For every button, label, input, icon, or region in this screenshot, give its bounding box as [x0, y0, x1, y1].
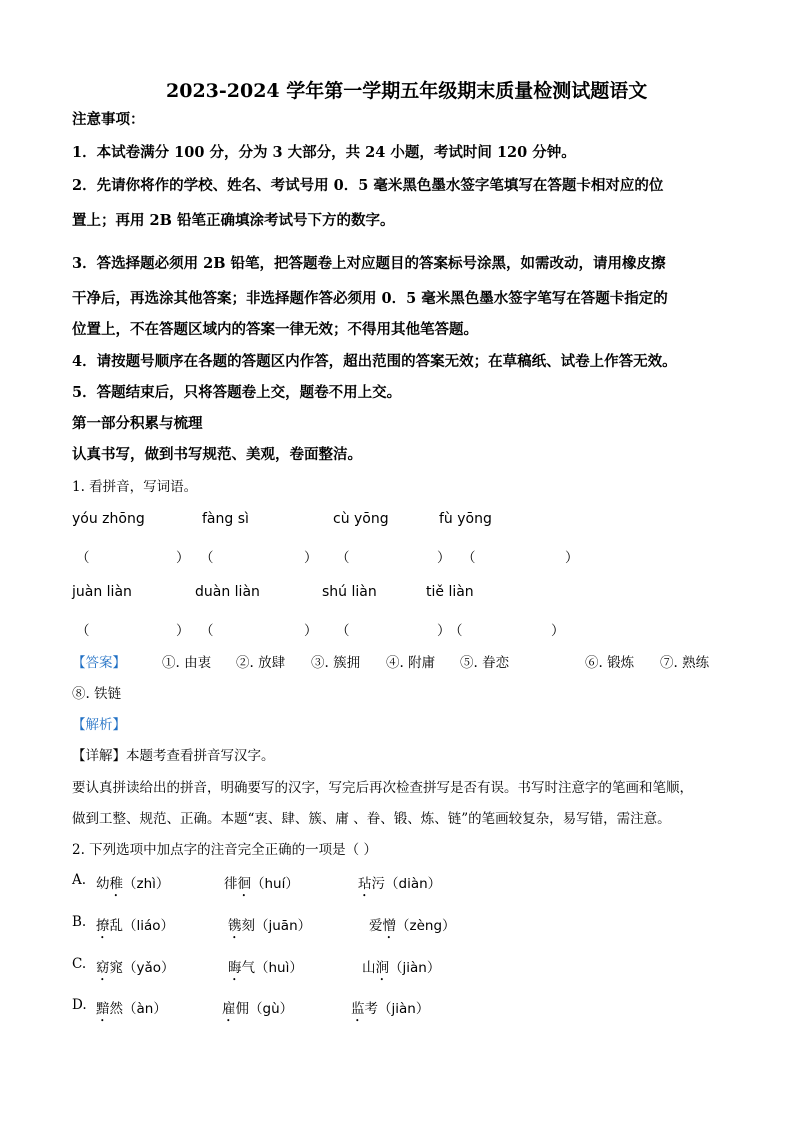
- blank-6-open: （: [200, 623, 214, 639]
- blank-5-close: ）: [176, 623, 190, 639]
- option-b-item-3: 爱憎（zèng）: [369, 918, 456, 934]
- answer-4: ④. 附庸: [386, 655, 436, 671]
- explain-line-1: 要认真拼读给出的拼音，明确要写的汉字，写完后再次检查拼写是否有误。书写时注意字的笔画和笔顺，: [72, 780, 693, 796]
- blank-4-open: （: [462, 550, 476, 566]
- pinyin-8: tiě liàn: [426, 584, 474, 600]
- q1-stem: 1. 看拼音，写词语。: [72, 479, 198, 495]
- page-title: 2023-2024 学年第一学期五年级期末质量检测试题语文: [166, 80, 648, 102]
- answer-3: ③. 簇拥: [311, 655, 361, 671]
- analysis-label: 【解析】: [72, 717, 126, 733]
- notice-item-3-cont: 干净后，再选涂其他答案；非选择题作答必须用 0．5 毫米黑色墨水签字笔写在答题卡指定的: [72, 290, 668, 307]
- notice-item-2-cont: 置上；再用 2B 铅笔正确填涂考试号下方的数字。: [72, 212, 395, 229]
- pinyin-7: shú liàn: [322, 584, 377, 600]
- option-a-item-2: 徘徊（huí）: [224, 876, 299, 892]
- option-a-letter: A.: [72, 872, 87, 888]
- notice-item-4: 4．请按题号顺序在各题的答题区内作答，超出范围的答案无效；在草稿纸、试卷上作答无效。: [72, 353, 677, 370]
- blank-1-close: ）: [176, 550, 190, 566]
- pinyin-5: juàn liàn: [72, 584, 132, 600]
- blank-7-open: （: [336, 623, 350, 639]
- option-b-item-1: 撩乱（liáo）: [96, 918, 175, 934]
- pinyin-3: cù yōng: [333, 511, 389, 527]
- option-c-item-1: 窈窕（yǎo）: [96, 960, 175, 976]
- pinyin-4: fù yōng: [439, 511, 492, 527]
- blank-3-close: ）: [437, 550, 451, 566]
- answer-8: ⑧. 铁链: [72, 686, 122, 702]
- option-a-item-1: 幼稚（zhì）: [96, 876, 170, 892]
- option-a-item-3: 玷污（diàn）: [358, 876, 442, 892]
- option-b-letter: B.: [72, 914, 87, 930]
- answer-6: ⑥. 锻炼: [585, 655, 635, 671]
- option-c-item-3: 山涧（jiàn）: [362, 960, 441, 976]
- answer-1: ①. 由衷: [162, 655, 212, 671]
- notice-item-5: 5．答题结束后，只将答题卷上交，题卷不用上交。: [72, 384, 402, 401]
- notice-item-3: 3．答选择题必须用 2B 铅笔，把答题卷上对应题目的答案标号涂黑，如需改动，请用橡皮擦: [72, 255, 666, 272]
- blank-8-close: ）: [551, 623, 565, 639]
- answer-label: 【答案】: [72, 655, 126, 671]
- option-d-item-1: 黯然（àn）: [96, 1001, 167, 1017]
- blank-6-close: ）: [304, 623, 318, 639]
- detail-label: 【详解】: [72, 748, 126, 764]
- part1-heading: 第一部分积累与梳理: [72, 415, 203, 432]
- blank-4-close: ）: [565, 550, 579, 566]
- notice-item-3-cont2: 位置上，不在答题区域内的答案一律无效；不得用其他笔答题。: [72, 321, 478, 338]
- blank-2-close: ）: [304, 550, 318, 566]
- answer-7: ⑦. 熟练: [660, 655, 710, 671]
- answer-2: ②. 放肆: [236, 655, 286, 671]
- option-c-letter: C.: [72, 956, 87, 972]
- blank-7-close: ）: [437, 623, 451, 639]
- pinyin-2: fàng sì: [202, 511, 249, 527]
- q2-stem: 2. 下列选项中加点字的注音完全正确的一项是（ ）: [72, 842, 377, 858]
- part1-instruction: 认真书写，做到书写规范、美观，卷面整洁。: [72, 446, 362, 463]
- notice-item-2: 2．先请你将作的学校、姓名、考试号用 0．5 毫米黑色墨水签字笔填写在答题卡相对应的位: [72, 177, 664, 194]
- option-d-letter: D.: [72, 997, 87, 1013]
- pinyin-1: yóu zhōng: [72, 511, 145, 527]
- detail-text: 本题考查看拼音写汉字。: [126, 748, 275, 764]
- option-d-item-3: 监考（jiàn）: [351, 1001, 430, 1017]
- answer-5: ⑤. 眷恋: [460, 655, 510, 671]
- blank-5-open: （: [76, 623, 90, 639]
- option-d-item-2: 雇佣（gù）: [222, 1001, 294, 1017]
- explain-line-2: 做到工整、规范、正确。本题“衷、肆、簇、庸 、眷、锻、炼、链”的笔画较复杂，易写错，需注意。: [72, 811, 671, 827]
- option-b-item-2: 镌刻（juān）: [228, 918, 312, 934]
- pinyin-6: duàn liàn: [195, 584, 260, 600]
- option-c-item-2: 晦气（huì）: [228, 960, 303, 976]
- blank-3-open: （: [336, 550, 350, 566]
- notice-item-1: 1．本试卷满分 100 分，分为 3 大部分，共 24 小题，考试时间 120 分钟。: [72, 144, 576, 161]
- blank-1-open: （: [76, 550, 90, 566]
- blank-2-open: （: [200, 550, 214, 566]
- notice-heading: 注意事项：: [72, 111, 145, 128]
- detail-line: [72, 744, 275, 764]
- blank-8-open: （: [449, 623, 463, 639]
